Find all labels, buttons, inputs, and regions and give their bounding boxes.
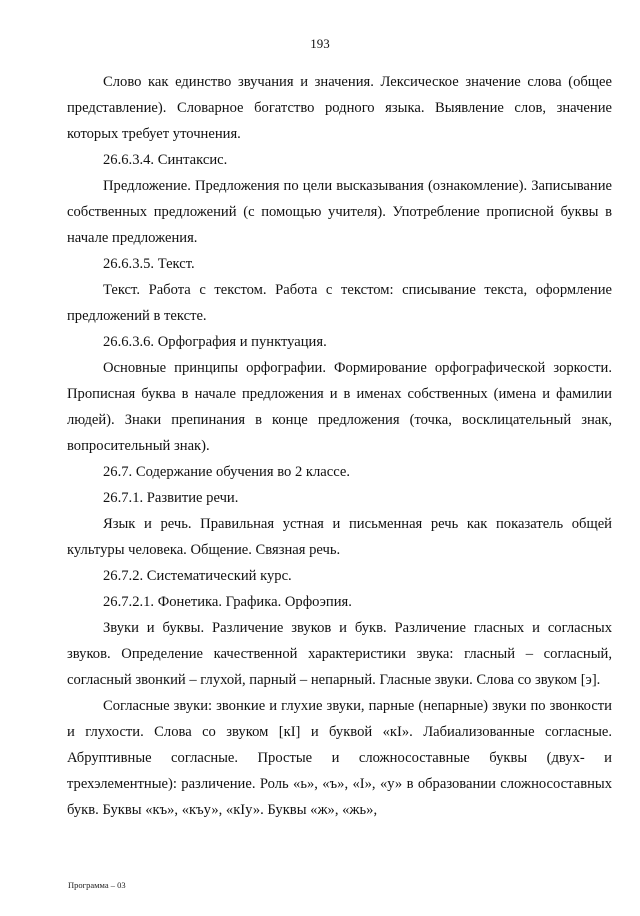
heading-syntax: 26.6.3.4. Синтаксис.: [103, 152, 228, 168]
paragraph-text-work: Текст. Работа с текстом. Работа с текстом: списывание текста, оформление предложений в тексте.: [67, 282, 612, 324]
heading-grade-2-content: 26.7. Содержание обучения во 2 классе.: [103, 464, 351, 480]
heading-orthography: 26.6.3.6. Орфография и пунктуация.: [103, 334, 327, 350]
paragraph-lexicon: Слово как единство звучания и значения. Лексическое значение слова (общее представление). Словарное богатство родного языка. Выявление слов, значение которых требует уточнения.: [67, 74, 612, 142]
heading-phonetics: 26.7.2.1. Фонетика. Графика. Орфоэпия.: [103, 594, 352, 610]
page-body: [67, 69, 612, 823]
heading-systematic-course: 26.7.2. Систематический курс.: [103, 568, 292, 584]
paragraph-sounds-letters: Звуки и буквы. Различение звуков и букв. Различение гласных и согласных звуков. Определение качественной характеристики звука: гласный – согласный, согласный звонкий – глухой, парный – непарный. Гласные звуки. Слова со звуком [э].: [67, 620, 612, 688]
paragraph-language-speech: Язык и речь. Правильная устная и письменная речь как показатель общей культуры человека. Общение. Связная речь.: [67, 516, 612, 558]
page-number: 193: [310, 36, 330, 51]
paragraph-consonants: Согласные звуки: звонкие и глухие звуки, парные (непарные) звуки по звонкости и глухости. Слова со звуком [кI] и буквой «кI». Лабиализованные согласные. Абруптивные согласные. Простые и сложносоставные буквы (двух- и трехэлементные): различение. Роль «ь», «ъ», «I», «у» в образовании сложносоставных букв. Буквы «къ», «къу», «кIу». Буквы «ж», «жь»,: [67, 698, 612, 818]
paragraph-orthography: Основные принципы орфографии. Формирование орфографической зоркости. Прописная буква в начале предложения и в именах собственных (имена и фамилии людей). Знаки препинания в конце предложения (точка, восклицательный знак, вопросительный знак).: [67, 360, 612, 454]
heading-text: 26.6.3.5. Текст.: [103, 256, 195, 272]
paragraph-sentence: Предложение. Предложения по цели высказывания (ознакомление). Записывание собственных предложений (с помощью учителя). Употребление прописной буквы в начале предложения.: [67, 178, 612, 246]
page-footer: Программа – 03: [68, 880, 126, 890]
heading-speech-development: 26.7.1. Развитие речи.: [103, 490, 239, 506]
